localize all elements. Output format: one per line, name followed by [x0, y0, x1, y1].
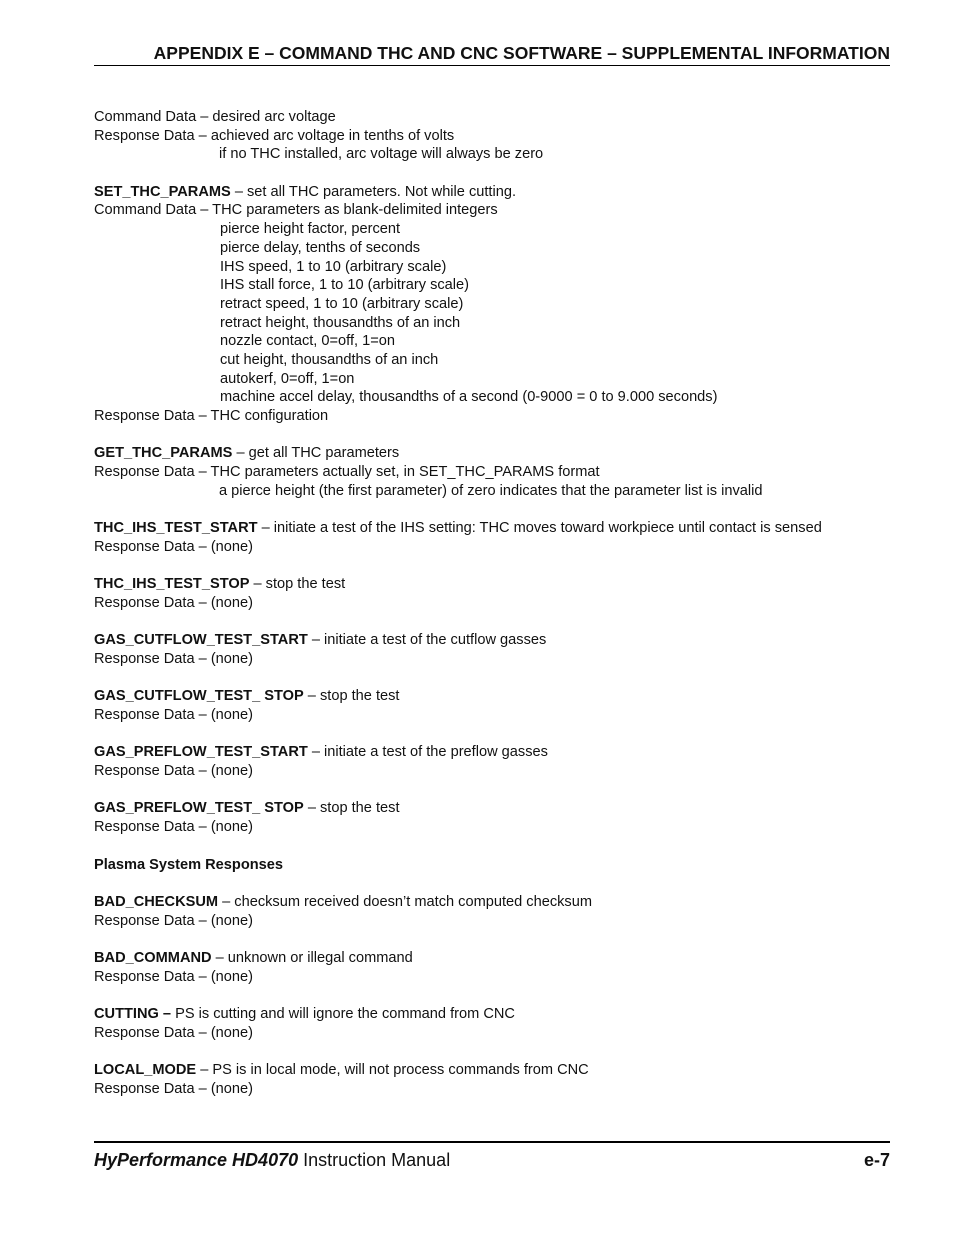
- arc-response-note: if no THC installed, arc voltage will always be zero: [219, 146, 544, 163]
- response-data: Response Data – (none): [94, 763, 254, 780]
- param-item: IHS stall force, 1 to 10 (arbitrary scale): [220, 277, 469, 294]
- set-thc-params-entry: [94, 183, 884, 202]
- response-data: Response Data – (none): [94, 819, 254, 836]
- get-thc-response-data: Response Data – THC parameters actually set, in SET_THC_PARAMS format: [94, 464, 600, 481]
- page-number: e-7: [863, 1150, 890, 1170]
- command-name: GET_THC_PARAMS: [94, 445, 233, 462]
- get-thc-note: a pierce height (the first parameter) of zero indicates that the parameter list is invalid: [219, 482, 763, 499]
- ihs-test-start-entry: [94, 519, 884, 538]
- set-thc-command-data: Command Data – THC parameters as blank-delimited integers: [94, 202, 498, 219]
- param-item: nozzle contact, 0=off, 1=on: [220, 333, 395, 350]
- command-name: GAS_PREFLOW_TEST_ STOP: [94, 800, 304, 817]
- param-item: retract height, thousandths of an inch: [220, 314, 461, 331]
- command-description: – get all THC parameters: [232, 445, 400, 462]
- command-description: – stop the test: [303, 688, 400, 705]
- arc-command-data: Command Data – desired arc voltage: [94, 109, 336, 125]
- preflow-test-stop-entry: [94, 799, 884, 818]
- param-item: pierce height factor, percent: [220, 221, 401, 238]
- page-footer: [94, 1148, 890, 1172]
- command-description: – initiate a test of the preflow gasses: [307, 744, 548, 761]
- response-data: Response Data – (none): [94, 1080, 254, 1097]
- command-name: BAD_COMMAND: [94, 949, 212, 966]
- param-item: cut height, thousandths of an inch: [220, 351, 439, 368]
- cutting-entry: [94, 1005, 884, 1024]
- command-name: GAS_CUTFLOW_TEST_START: [94, 632, 308, 649]
- command-name: CUTTING –: [94, 1006, 172, 1022]
- document-body: [94, 108, 884, 1098]
- response-data: Response Data – (none): [94, 968, 254, 985]
- param-item: retract speed, 1 to 10 (arbitrary scale): [220, 295, 464, 312]
- cutflow-test-start-entry: [94, 631, 884, 650]
- command-name: BAD_CHECKSUM: [94, 893, 219, 910]
- command-description: – stop the test: [303, 800, 400, 817]
- command-name: THC_IHS_TEST_STOP: [94, 576, 250, 593]
- param-item: IHS speed, 1 to 10 (arbitrary scale): [220, 258, 447, 275]
- arc-response-data: Response Data – achieved arc voltage in tenths of volts: [94, 127, 455, 144]
- command-description: – PS is in local mode, will not process commands from CNC: [196, 1062, 589, 1079]
- preflow-test-start-entry: [94, 743, 884, 762]
- set-thc-response-data: Response Data – THC configuration: [94, 408, 329, 424]
- command-description: – stop the test: [249, 576, 346, 593]
- command-description: – unknown or illegal command: [211, 949, 413, 966]
- command-name: THC_IHS_TEST_START: [94, 520, 258, 537]
- param-item: machine accel delay, thousandths of a second (0-9000 = 0 to 9.000 seconds): [220, 389, 718, 406]
- response-data: Response Data – (none): [94, 912, 254, 929]
- command-description: – initiate a test of the IHS setting: THC moves toward workpiece until contact is sensed: [257, 520, 822, 537]
- footer-manual-label: Instruction Manual: [298, 1150, 451, 1170]
- response-data: Response Data – (none): [94, 538, 254, 555]
- command-name: LOCAL_MODE: [94, 1062, 197, 1079]
- command-name: SET_THC_PARAMS: [94, 183, 231, 200]
- ihs-test-stop-entry: [94, 575, 884, 594]
- param-item: autokerf, 0=off, 1=on: [220, 370, 355, 387]
- command-description: – checksum received doesn’t match computed checksum: [218, 893, 592, 910]
- get-thc-params-entry: [94, 444, 884, 463]
- bad-checksum-entry: [94, 893, 884, 912]
- footer-divider: [94, 1141, 890, 1143]
- command-description: – set all THC parameters. Not while cutting.: [230, 183, 517, 200]
- param-item: pierce delay, tenths of seconds: [220, 239, 421, 256]
- response-data: Response Data – (none): [94, 594, 254, 611]
- local-mode-entry: [94, 1061, 884, 1080]
- page-header-title: APPENDIX E – COMMAND THC AND CNC SOFTWARE – SUPPLEMENTAL INFORMATION: [94, 43, 890, 66]
- command-name: GAS_PREFLOW_TEST_START: [94, 744, 308, 761]
- command-description: PS is cutting and will ignore the command from CNC: [171, 1006, 515, 1022]
- response-data: Response Data – (none): [94, 1024, 254, 1041]
- response-data: Response Data – (none): [94, 707, 254, 723]
- section-heading: Plasma System Responses: [94, 856, 284, 873]
- command-description: – initiate a test of the cutflow gasses: [307, 632, 547, 649]
- response-data: Response Data – (none): [94, 650, 254, 667]
- footer-manual-title: [94, 1148, 450, 1172]
- bad-command-entry: [94, 949, 884, 968]
- command-name: GAS_CUTFLOW_TEST_ STOP: [94, 688, 304, 705]
- cutflow-test-stop-entry: [94, 687, 884, 706]
- footer-brand: HyPerformance HD4070: [94, 1150, 299, 1170]
